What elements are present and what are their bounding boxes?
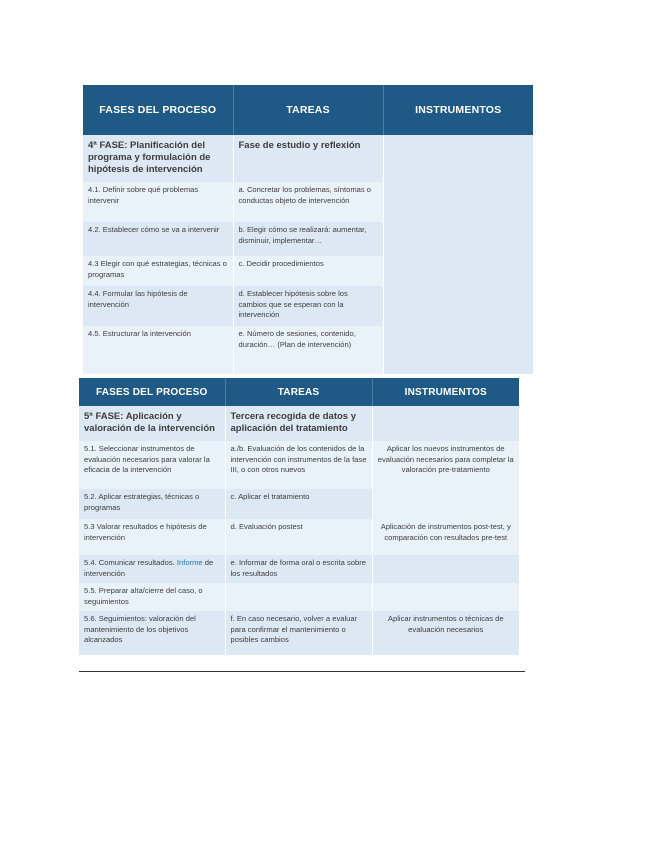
- fase-cell: 4.3 Elegir con qué estrategias, técnicas o programas: [83, 256, 233, 286]
- table-row: [79, 611, 519, 655]
- header-instrumentos: INSTRUMENTOS: [372, 378, 519, 406]
- tarea-cell: [225, 583, 372, 611]
- phase-row: [83, 135, 533, 182]
- tarea-cell: d. Evaluación postest: [225, 519, 372, 555]
- tarea-cell: c. Aplicar el tratamiento: [225, 489, 372, 519]
- instrumentos-cell: Aplicar instrumentos o técnicas de evaluación necesarios: [372, 611, 519, 655]
- instrumentos-cell: Aplicar los nuevos instrumentos de evaluación necesarios para completar la valoración pre-tratamiento: [372, 441, 519, 519]
- fase-cell: 5.6. Seguimientos: valoración del mantenimiento de los objetivos alcanzados: [79, 611, 225, 655]
- tarea-cell: a./b. Evaluación de los contenidos de la intervención con instrumentos de la fase III, o con otros nuevos: [225, 441, 372, 489]
- table-row: [79, 555, 519, 583]
- tarea-cell: e. Informar de forma oral o escrita sobre los resultados: [225, 555, 372, 583]
- fase-cell: 5.3 Valorar resultados e hipótesis de intervención: [79, 519, 225, 555]
- table-header-row: [79, 378, 519, 406]
- phase5-table: [79, 378, 519, 655]
- tarea-cell: f. En caso necesario, volver a evaluar para confirmar el mantenimiento o posibles cambios: [225, 611, 372, 655]
- table-row: [79, 441, 519, 489]
- tarea-cell: a. Concretar los problemas, síntomas o conductas objeto de intervención: [233, 182, 383, 222]
- fase-text: de intervención: [84, 558, 214, 578]
- instrumentos-cell: Aplicación de instrumentos post-test, y comparación con resultados pre-test: [372, 519, 519, 555]
- header-fases: FASES DEL PROCESO: [79, 378, 225, 406]
- fase-cell: 5.1. Seleccionar instrumentos de evaluación necesarios para valorar la eficacia de la intervención: [79, 441, 225, 489]
- fase-cell: 4.4. Formular las hipótesis de intervención: [83, 286, 233, 326]
- phase-title: 5ª FASE: Aplicación y valoración de la intervención: [79, 406, 225, 441]
- header-fases: FASES DEL PROCESO: [83, 85, 233, 135]
- tarea-cell: e. Número de sesiones, contenido, duración… (Plan de intervención): [233, 326, 383, 374]
- instrumentos-cell: [372, 555, 519, 583]
- phase-row: [79, 406, 519, 441]
- tarea-cell: d. Establecer hipótesis sobre los cambios que se esperan con la intervención: [233, 286, 383, 326]
- fase-cell: 5.5. Preparar alta/cierre del caso, o seguimientos: [79, 583, 225, 611]
- phase4-table: [83, 85, 533, 374]
- fase-cell: 4.1. Definir sobre qué problemas intervenir: [83, 182, 233, 222]
- fase-cell: 5.2. Aplicar estrategias, técnicas o programas: [79, 489, 225, 519]
- instrumentos-cell: [372, 406, 519, 441]
- fase-text: 5.4. Comunicar resultados.: [84, 558, 175, 567]
- fase-cell: [79, 555, 225, 583]
- table-row: [79, 583, 519, 611]
- instrumentos-cell: [383, 135, 533, 374]
- informe-link-text: Informe: [176, 558, 203, 567]
- bottom-divider: [79, 671, 525, 672]
- phase-task-title: Fase de estudio y reflexión: [233, 135, 383, 182]
- fase-cell: 4.2. Establecer cómo se va a intervenir: [83, 222, 233, 256]
- table-row: [79, 519, 519, 555]
- fase-cell: 4.5. Estructurar la intervención: [83, 326, 233, 374]
- table-header-row: [83, 85, 533, 135]
- tarea-cell: b. Elegir cómo se realizará: aumentar, disminuir, implementar…: [233, 222, 383, 256]
- tarea-cell: c. Decidir procedimientos: [233, 256, 383, 286]
- header-instrumentos: INSTRUMENTOS: [383, 85, 533, 135]
- phase-task-title: Tercera recogida de datos y aplicación del tratamiento: [225, 406, 372, 441]
- phase-title: 4ª FASE: Planificación del programa y formulación de hipótesis de intervención: [83, 135, 233, 182]
- header-tareas: TAREAS: [225, 378, 372, 406]
- header-tareas: TAREAS: [233, 85, 383, 135]
- instrumentos-cell: [372, 583, 519, 611]
